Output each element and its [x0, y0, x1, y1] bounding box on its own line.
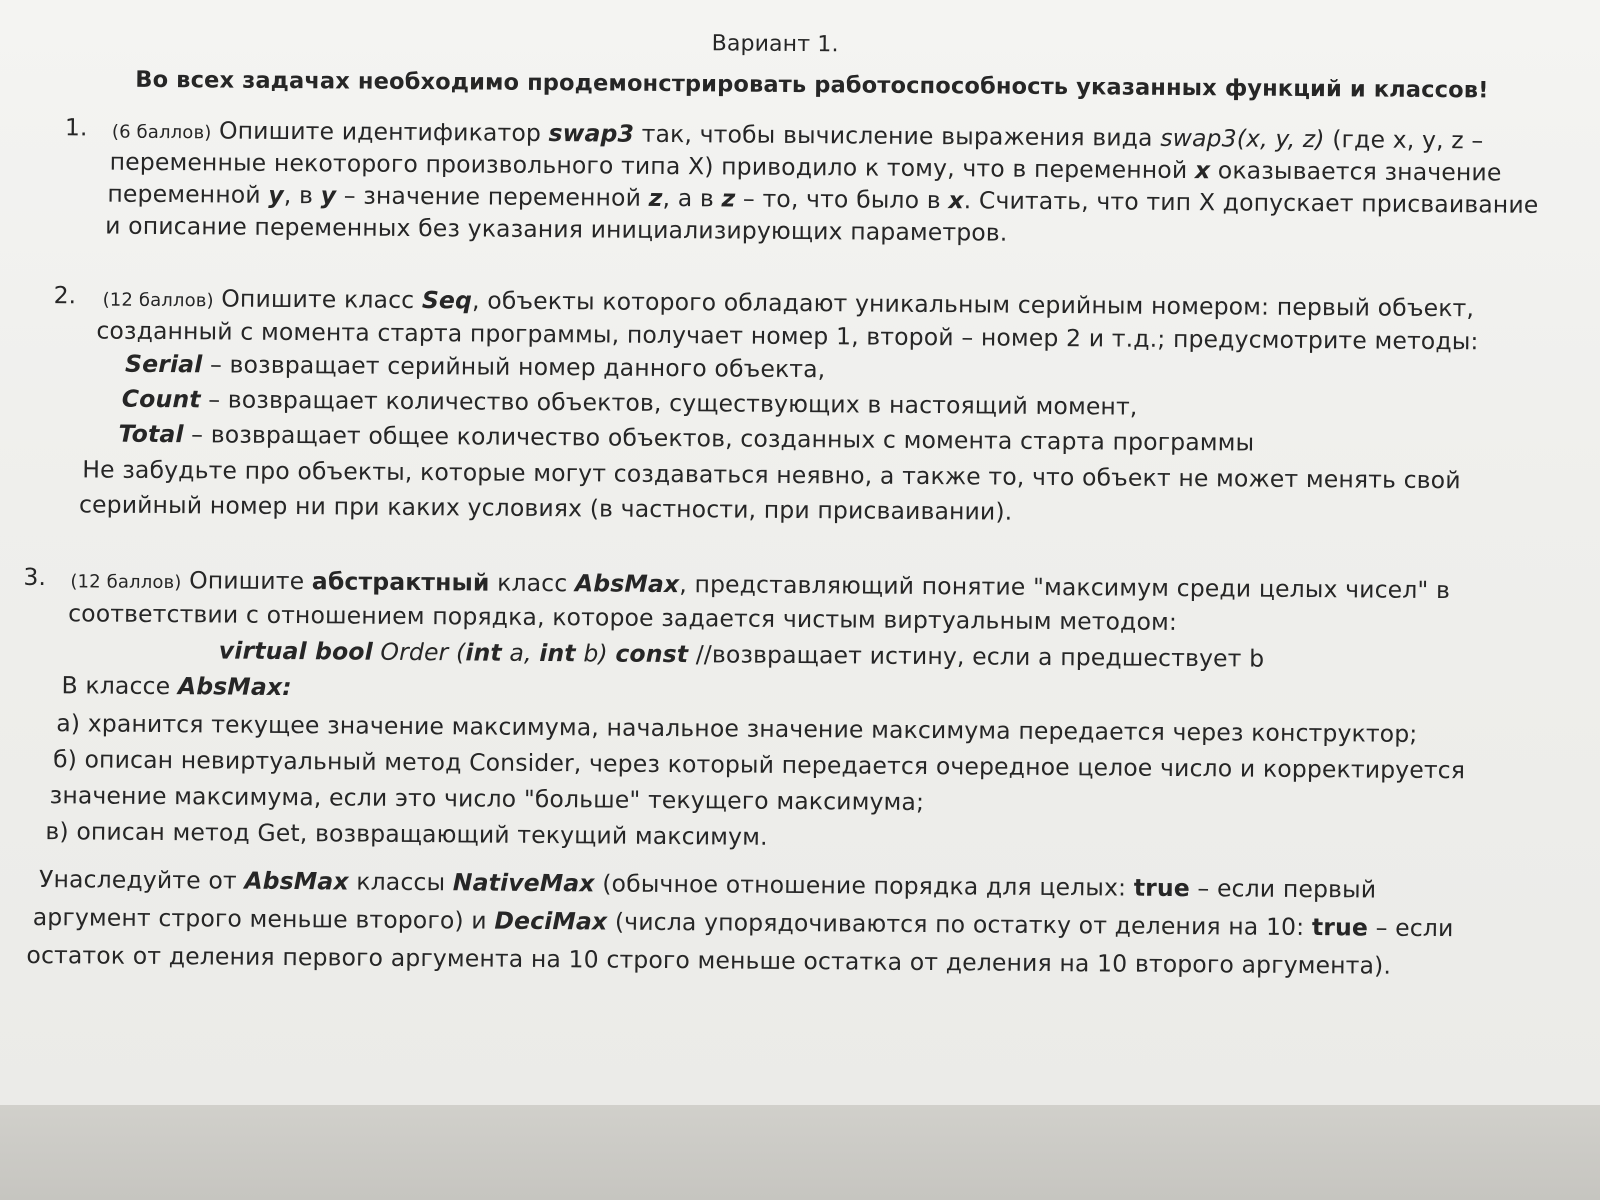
task3-inherit-line2: аргумент строго меньше второго) и DeciMax (числа упорядочиваются по остатку от деления на 10: true – если: [32, 903, 1454, 943]
task1-line4: и описание переменных без указания инициализирующих параметров.: [105, 211, 1008, 247]
intro-statement: Во всех задачах необходимо продемонстрировать работоспособность указанных функций и классов!: [135, 66, 1489, 104]
task2-note-line2: серийный номер ни при каких условиях (в частности, при присваивании).: [78, 490, 1013, 526]
task2-points: (12 баллов): [102, 289, 214, 312]
task2-number: 2.: [53, 281, 77, 310]
task3-line1: (12 баллов) Опишите абстрактный класс AbsMax, представляющий понятие "максимум среди целых чисел" в: [70, 566, 1451, 605]
task3-number: 3.: [23, 562, 46, 592]
task1-line1: (6 баллов) Опишите идентификатор swap3 так, чтобы вычисление выражения вида swap3(x, y, z) (где x, y, z –: [111, 116, 1484, 155]
variant-title: Вариант 1.: [711, 31, 839, 58]
task3-line2: соответствии с отношением порядка, которое задается чистым виртуальным методом:: [68, 599, 1178, 636]
task2-method-serial: Serial – возвращает серийный номер данного объекта,: [125, 349, 826, 384]
task3-inherit-line3: остаток от деления первого аргумента на 10 строго меньше остатка от деления на 10 второго аргумента).: [26, 940, 1392, 980]
task2-line2: созданный с момента старта программы, получает номер 1, второй – номер 2 и т.д.; предусмотрите методы:: [96, 316, 1479, 356]
table-surface: [0, 1105, 1600, 1200]
task1-points: (6 баллов): [111, 121, 212, 144]
task3-points: (12 баллов): [70, 571, 182, 594]
task1-line2: переменные некоторого произвольного типа X) приводило к тому, что в переменной x оказывается значение: [109, 147, 1502, 187]
task3-item-a: а) хранится текущее значение максимума, начальное значение максимума передается через конструктор;: [56, 709, 1418, 748]
task3-code-line: virtual bool Order (int a, int b) const //возвращает истину, если a предшествует b: [218, 636, 1265, 673]
task3-item-b-line2: значение максимума, если это число "больше" текущего максимума;: [49, 781, 925, 816]
task1-line3: переменной y, в y – значение переменной z, а в z – то, что было в x. Считать, что тип X допускает присваивание: [107, 179, 1539, 219]
task2-line1: (12 баллов) Опишите класс Seq, объекты которого обладают уникальным серийным номером: первый объект,: [102, 284, 1475, 323]
task3-item-b-line1: б) описан невиртуальный метод Consider, через который передается очередное целое число и корректируется: [52, 745, 1466, 785]
task1-number: 1.: [64, 113, 88, 142]
task3-class-intro: В классе AbsMax:: [61, 671, 292, 702]
task2-method-total: Total – возвращает общее количество объектов, созданных с момента старта программы: [118, 419, 1255, 457]
task2-method-count: Count – возвращает количество объектов, существующих в настоящий момент,: [121, 384, 1138, 421]
task3-item-c: в) описан метод Get, возвращающий текущий максимум.: [45, 817, 768, 851]
task2-note-line1: Не забудьте про объекты, которые могут создаваться неявно, а также то, что объект не может менять свой: [82, 455, 1461, 495]
task3-inherit-line1: Унаследуйте от AbsMax классы NativeMax (обычное отношение порядка для целых: true – если первый: [38, 865, 1377, 904]
